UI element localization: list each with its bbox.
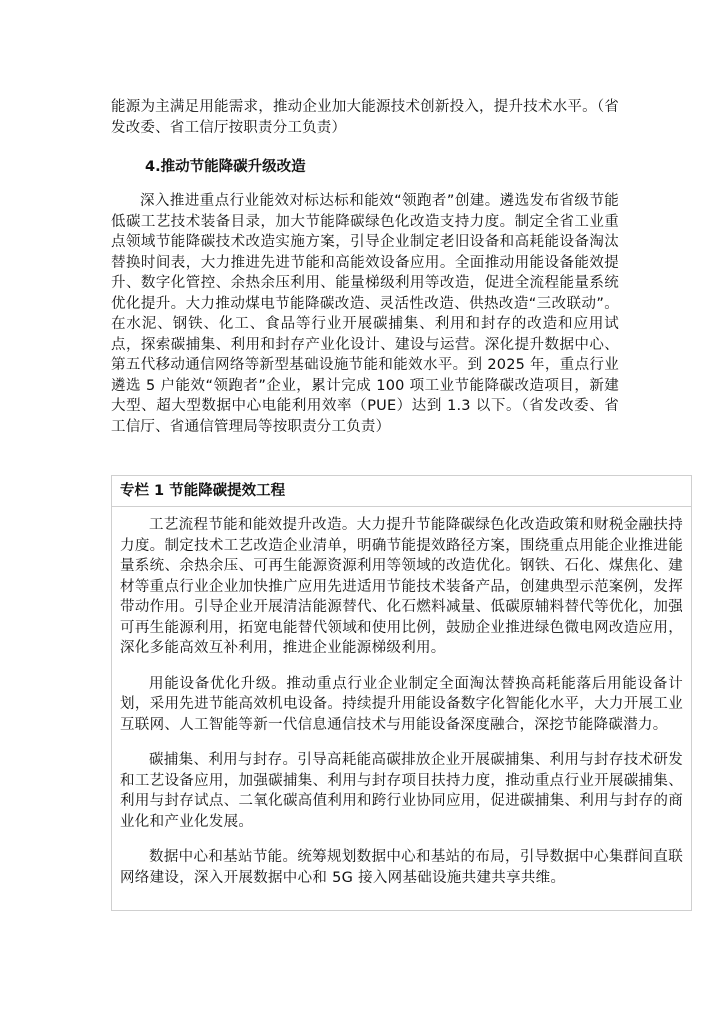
box-body (112, 507, 691, 888)
section-paragraph: 深入推进重点行业能效对标达标和能效“领跑者”创建。遴选发布省级节能低碳工艺技术装备目录，加大节能降碳绿色化改造支持力度。制定全省工业重点领域节能降碳技术改造实施方案，引导企业制定老旧设备和高耗能设备淘汰替换时间表，大力推进先进节能和高能效设备应用。全面推动用能设备能效提升、数字化管控、余热余压利用、能量梯级利用等改造，促进全流程能量系统优化提升。大力推动煤电节能降碳改造、灵活性改造、供热改造“三改联动”。在水泥、钢铁、化工、食品等行业开展碳捕集、利用和封存的改造和应用试点，探索碳捕集、利用和封存产业化设计、建设与运营。深化提升数据中心、第五代移动通信网络等新型基础设施节能和能效水平。到 2025 年，重点行业遴选 5 户能效“领跑者”企业，累计完成 100 项工业节能降碳改造项目，新建大型、超大型数据中心电能利用效率（PUE）达到 1.3 以下。（省发改委、省工信厅、省通信管理局等按职责分工负责） (111, 193, 619, 435)
section-heading: 4.推动节能降碳升级改造 (145, 159, 306, 175)
box-paragraph-ccus: 碳捕集、利用与封存。引导高耗能高碳排放企业开展碳捕集、利用与封存技术研发和工艺设备应用，加强碳捕集、利用与封存项目扶持力度，推动重点行业开展碳捕集、利用与封存试点、二氧化碳高值利用和跨行业协同应用，促进碳捕集、利用与封存的商业化和产业化发展。 (120, 752, 683, 830)
box-paragraph-process: 工艺流程节能和能效提升改造。大力提升节能降碳绿色化改造政策和财税金融扶持力度。制定技术工艺改造企业清单，明确节能提效路径方案，围绕重点用能企业推进能量系统、余热余压、可再生能源资源利用等领域的改造优化。钢铁、石化、煤焦化、建材等重点行业企业加快推广应用先进适用节能技术装备产品，创建典型示范案例，发挥带动作用。引导企业开展清洁能源替代、化石燃料减量、低碳原辅料替代等优化，加强可再生能源利用，拓宽电能替代领域和使用比例，鼓励企业推进绿色微电网改造应用，深化多能高效互补利用，推进企业能源梯级利用。 (120, 517, 683, 656)
intro-paragraph: 能源为主满足用能需求，推动企业加大能源技术创新投入，提升技术水平。（省发改委、省工信厅按职责分工负责） (111, 99, 619, 136)
box-title: 专栏 1 节能降碳提效工程 (112, 476, 691, 507)
box-paragraph-datacenter: 数据中心和基站节能。统筹规划数据中心和基站的布局，引导数据中心集群间直联网络建设，深入开展数据中心和 5G 接入网基础设施共建共享共维。 (120, 849, 683, 886)
box-paragraph-equipment: 用能设备优化升级。推动重点行业企业制定全面淘汰替换高耗能落后用能设备计划，采用先进节能高效机电设备。持续提升用能设备数字化智能化水平，大力开展工业互联网、人工智能等新一代信息通信技术与用能设备深度融合，深挖节能降碳潜力。 (120, 675, 683, 733)
column-box (111, 475, 692, 911)
